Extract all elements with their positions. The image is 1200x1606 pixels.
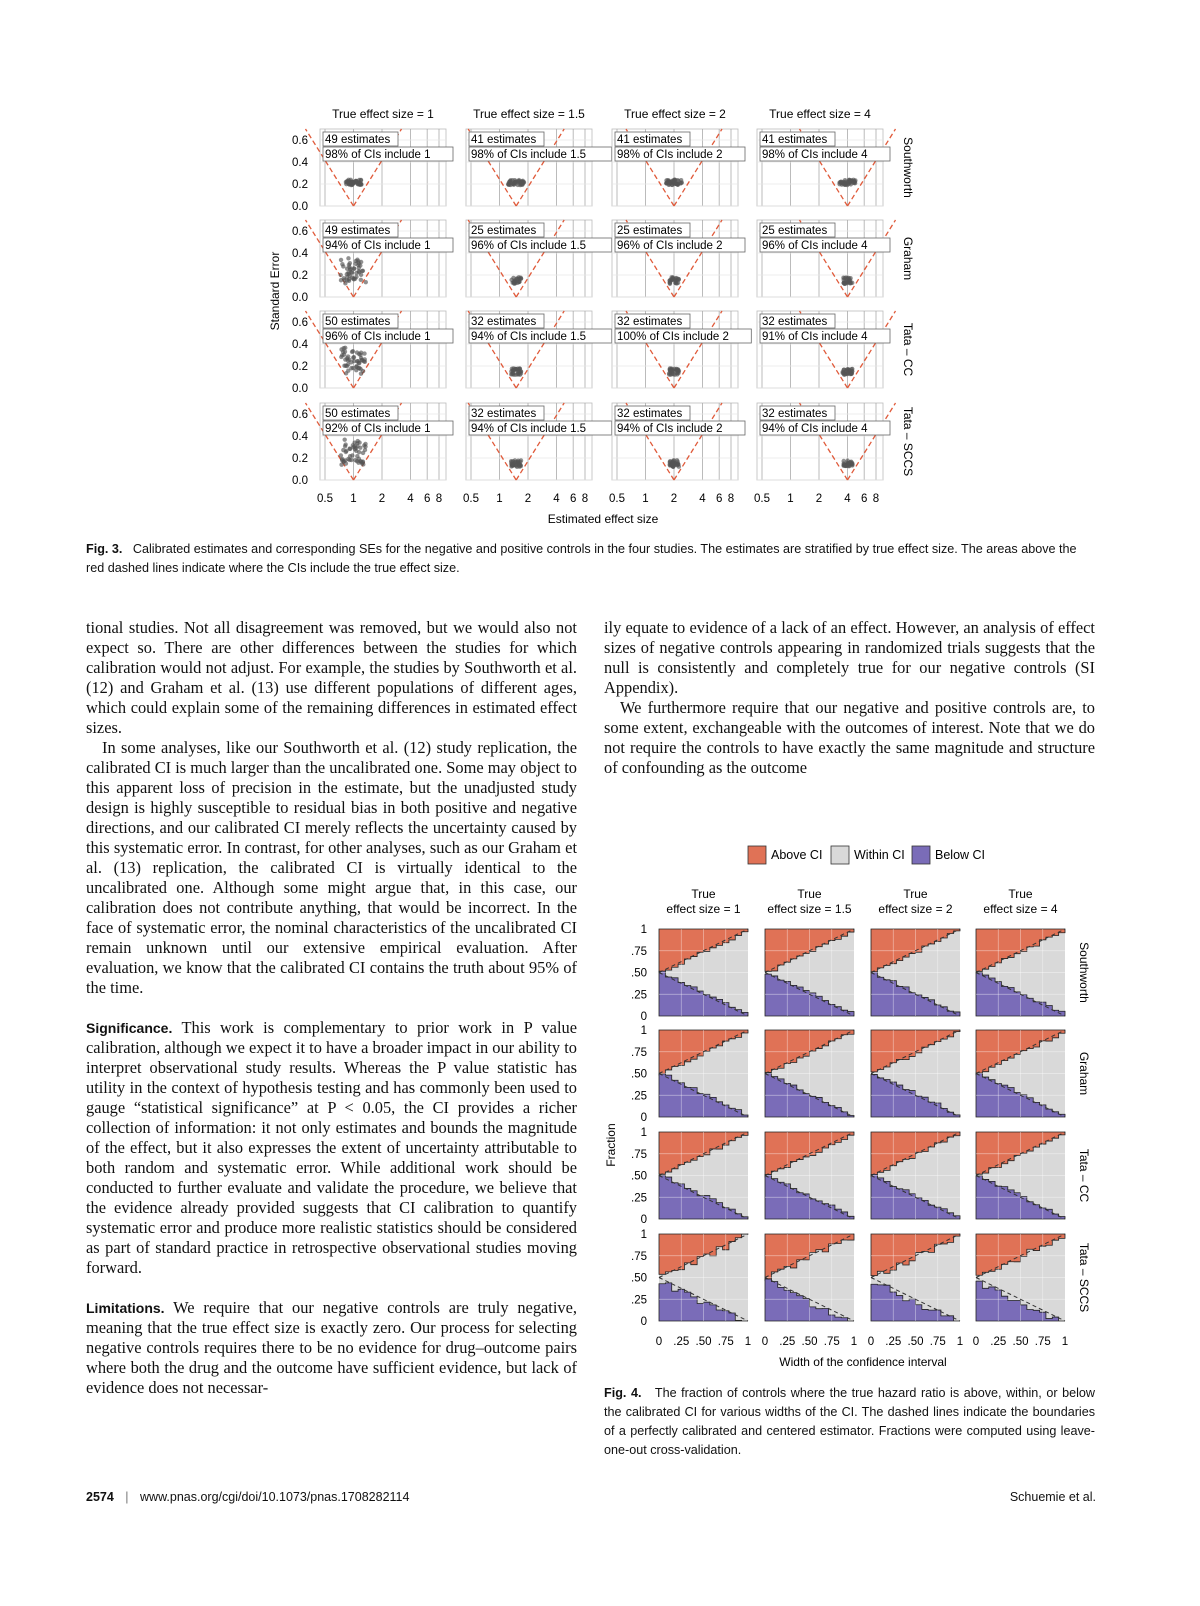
fig4-panel	[871, 1234, 960, 1321]
fig4-x-tick-label: .75	[929, 1336, 946, 1348]
fig3-x-tick-label: 4	[699, 493, 706, 505]
fig3-estimate-point	[842, 276, 846, 280]
fig3-estimate-point	[675, 182, 679, 186]
fig4-panel	[659, 929, 748, 1016]
fig3-y-tick-label: 0.4	[292, 248, 308, 260]
fig4-panel	[871, 1132, 960, 1219]
fig3-y-axis-label: Standard Error	[268, 251, 282, 331]
fig4-x-axis-label: Width of the confidence interval	[779, 1355, 947, 1369]
fig4-x-tick-label: 1	[956, 1336, 964, 1348]
fig4-panel	[976, 1132, 1065, 1219]
fig4-x-tick-label: .75	[717, 1336, 734, 1348]
fig3-estimate-point	[512, 278, 516, 282]
fig3-estimate-count: 25 estimates	[617, 225, 683, 237]
fig3-estimate-point	[357, 440, 361, 444]
fig4-panel	[976, 1234, 1065, 1321]
left-column	[86, 618, 577, 1398]
fig3-estimate-point	[348, 447, 352, 451]
figure-4-chart	[590, 835, 1110, 1380]
fig4-y-tick-label: 0	[640, 1112, 647, 1124]
fig4-panel	[765, 929, 854, 1016]
fig3-x-tick-label: 1	[496, 493, 503, 505]
fig3-estimate-point	[347, 458, 351, 462]
fig3-estimate-count: 32 estimates	[762, 408, 828, 420]
right-column	[604, 618, 1095, 778]
fig3-estimate-point	[507, 182, 511, 186]
fig3-y-tick-label: 0.0	[292, 292, 308, 304]
fig3-estimate-point	[339, 278, 343, 282]
significance-heading: Significance.	[86, 1020, 173, 1036]
fig3-y-tick-label: 0.4	[292, 431, 308, 443]
fig4-y-tick-label: .75	[631, 1148, 647, 1161]
fig4-x-tick-label: .25	[990, 1336, 1007, 1348]
fig3-x-tick-label: 0.5	[317, 493, 333, 505]
fig4-column-title: True	[691, 887, 716, 901]
fig3-estimate-count: 32 estimates	[471, 408, 537, 420]
fig4-column-title: effect size = 1.5	[767, 902, 852, 916]
figure-4-caption	[604, 1384, 1095, 1460]
figure-3-caption-text: Calibrated estimates and corresponding SEs for the negative and positive controls in the four studies. The estimates are stratified by true effect size. The areas above the red dashed lines indicate where the CIs include the true effect size.	[86, 542, 1077, 575]
fig3-estimate-count: 32 estimates	[617, 408, 683, 420]
fig3-ci-coverage: 94% of CIs include 2	[617, 423, 723, 435]
fig4-column-title: effect size = 2	[878, 902, 953, 916]
fig3-estimate-point	[673, 280, 677, 284]
fig3-y-tick-label: 0.4	[292, 157, 308, 169]
fig3-ci-coverage: 94% of CIs include 1.5	[471, 423, 587, 435]
fig4-y-tick-label: .50	[631, 967, 647, 980]
right-paragraph-1: ily equate to evidence of a lack of an effect. However, an analysis of effect sizes of negative controls appearing in randomized trials suggests that the null is consistently and completely true for our negative controls (SI Appendix).	[604, 618, 1095, 697]
fig4-y-tick-label: 1	[640, 924, 647, 936]
fig4-y-tick-label: .25	[631, 989, 647, 1002]
left-paragraph-1: tional studies. Not all disagreement was removed, but we would also not expect so. There are other differences between the studies for which calibration would not adjust. For example, the studies by Southworth et al. (12) and Graham et al. (13) use different populations of different ages, which could explain some of the remaining differences in estimated effect sizes.	[86, 618, 577, 737]
fig3-estimate-point	[359, 278, 363, 282]
fig3-x-tick-label: 0.5	[609, 493, 625, 505]
fig3-x-tick-label: 8	[872, 493, 880, 505]
fig4-x-tick-label: .25	[673, 1336, 690, 1348]
fig4-x-tick-label: 1	[850, 1336, 858, 1348]
fig3-estimate-point	[340, 353, 344, 357]
fig3-estimate-point	[668, 282, 672, 286]
fig3-x-tick-label: 0.5	[463, 493, 479, 505]
fig3-estimate-point	[342, 437, 346, 441]
fig3-estimate-count: 32 estimates	[762, 316, 828, 328]
fig3-estimate-point	[513, 178, 517, 182]
fig3-estimate-point	[517, 464, 521, 468]
fig3-estimate-point	[341, 346, 345, 350]
fig4-row-label: Tata – SCCS	[1077, 1242, 1091, 1313]
fig4-row-label: Graham	[1077, 1051, 1091, 1096]
footer-authors: Schuemie et al.	[1009, 1490, 1096, 1504]
fig3-panel	[306, 220, 454, 297]
fig3-estimate-point	[670, 368, 674, 372]
fig3-ci-coverage: 96% of CIs include 2	[617, 240, 723, 252]
fig3-estimate-point	[347, 265, 351, 269]
fig3-estimate-point	[519, 276, 523, 280]
fig4-panel	[659, 1132, 748, 1219]
fig3-estimate-point	[339, 462, 343, 466]
fig3-x-tick-label: 4	[553, 493, 560, 505]
fig3-estimate-point	[350, 453, 354, 457]
fig3-estimate-point	[849, 281, 853, 285]
figure-3-chart	[0, 0, 1200, 540]
fig3-y-tick-label: 0.2	[292, 361, 308, 373]
fig4-y-tick-label: .75	[631, 1046, 647, 1059]
fig4-legend-swatch	[748, 846, 766, 864]
fig4-column-title: True	[1008, 887, 1033, 901]
fig3-estimate-point	[342, 364, 346, 368]
fig4-y-tick-label: 0	[640, 1316, 647, 1328]
page-footer	[86, 1490, 1096, 1504]
figure-3-caption-label: Fig. 3.	[86, 542, 123, 556]
fig4-y-tick-label: .50	[631, 1068, 647, 1081]
fig4-column-title: effect size = 4	[983, 902, 1058, 916]
fig3-x-tick-label: 8	[581, 493, 589, 505]
fig4-x-tick-label: .25	[885, 1336, 902, 1348]
fig3-estimate-point	[352, 355, 356, 359]
fig3-y-tick-label: 0.2	[292, 179, 308, 191]
fig3-estimate-point	[357, 180, 361, 184]
fig4-panel	[765, 1030, 854, 1117]
fig4-panel	[659, 1030, 748, 1117]
left-paragraph-2: In some analyses, like our Southworth et al. (12) study replication, the calibrated CI is much larger than the uncalibrated one. Some may object to this apparent loss of precision in the estimate, but the unadjusted study design is highly susceptible to residual bias in both positive and negative directions, and our calibrated CI merely reflects the uncertainty caused by this systematic error. In contrast, for other analyses, such as our Graham et al. (13) replication, the calibrated CI is virtually identical to the uncalibrated one. Although some might argue that, in this case, our calibration does not contribute anything, that would be incorrect. In the face of systematic error, the nominal characteristics of the uncalibrated CI remain unknown until our extensive empirical evaluation. After evaluation, we know that the calibrated CI contains the truth about 95% of the time.	[86, 738, 577, 997]
fig4-panel	[659, 1234, 748, 1321]
limitations-paragraph	[86, 1298, 577, 1398]
fig3-estimate-count: 32 estimates	[471, 316, 537, 328]
fig3-estimate-count: 32 estimates	[617, 316, 683, 328]
fig3-column-title: True effect size = 4	[769, 107, 871, 121]
fig3-estimate-point	[837, 182, 841, 186]
fig4-column-title: True	[797, 887, 822, 901]
fig4-y-tick-label: .50	[631, 1272, 647, 1285]
fig4-legend-swatch	[912, 846, 930, 864]
fig4-panel	[976, 1030, 1065, 1117]
fig4-x-tick-label: 0	[655, 1336, 663, 1348]
fig3-ci-coverage: 96% of CIs include 1.5	[471, 240, 587, 252]
fig3-estimate-point	[344, 371, 348, 375]
fig4-x-tick-label: .25	[779, 1336, 796, 1348]
fig3-estimate-count: 41 estimates	[617, 134, 683, 146]
page-number: 2574	[86, 1490, 114, 1504]
fig3-estimate-point	[350, 180, 354, 184]
fig3-y-tick-label: 0.2	[292, 453, 308, 465]
fig3-x-tick-label: 6	[860, 493, 868, 505]
fig4-row-label: Southworth	[1077, 942, 1091, 1003]
fig4-legend-label: Below CI	[935, 848, 986, 862]
fig4-panel	[765, 1132, 854, 1219]
fig3-estimate-point	[352, 359, 356, 363]
fig3-estimate-point	[351, 276, 355, 280]
fig3-y-tick-label: 0.4	[292, 339, 308, 351]
fig3-y-tick-label: 0.6	[292, 317, 308, 329]
fig3-ci-coverage: 94% of CIs include 1.5	[471, 331, 587, 343]
fig3-estimate-point	[852, 180, 856, 184]
fig3-y-tick-label: 0.6	[292, 226, 308, 238]
fig3-panel	[757, 220, 896, 297]
fig3-estimate-count: 50 estimates	[325, 316, 391, 328]
fig3-estimate-count: 49 estimates	[325, 134, 391, 146]
fig3-row-label: Southworth	[901, 137, 915, 198]
fig4-y-tick-label: .50	[631, 1170, 647, 1183]
fig3-x-tick-label: 1	[350, 493, 357, 505]
fig3-panel	[306, 311, 454, 388]
fig3-estimate-point	[352, 440, 356, 444]
fig3-estimate-point	[357, 352, 361, 356]
fig3-panel	[306, 403, 454, 480]
fig4-y-tick-label: .25	[631, 1192, 647, 1205]
fig4-x-tick-label: 0	[972, 1336, 980, 1348]
fig3-ci-coverage: 98% of CIs include 4	[762, 149, 868, 161]
fig3-estimate-point	[850, 369, 854, 373]
fig3-estimate-count: 50 estimates	[325, 408, 391, 420]
fig3-ci-coverage: 98% of CIs include 1.5	[471, 149, 587, 161]
fig4-column-title: effect size = 1	[666, 902, 741, 916]
fig3-estimate-point	[343, 281, 347, 285]
fig3-estimate-point	[842, 182, 846, 186]
fig3-ci-coverage: 94% of CIs include 4	[762, 423, 868, 435]
fig3-panel	[612, 129, 745, 206]
fig3-estimate-point	[516, 370, 520, 374]
fig3-estimate-point	[519, 179, 523, 183]
fig4-panel	[871, 1030, 960, 1117]
fig3-ci-coverage: 91% of CIs include 4	[762, 331, 868, 343]
fig4-y-tick-label: 1	[640, 1025, 647, 1037]
fig3-panel	[757, 311, 896, 388]
fig3-x-tick-label: 8	[435, 493, 443, 505]
fig3-y-tick-label: 0.0	[292, 201, 308, 213]
fig3-x-tick-label: 1	[787, 493, 794, 505]
fig3-x-tick-label: 2	[670, 493, 678, 505]
fig4-y-tick-label: 0	[640, 1011, 647, 1023]
fig3-ci-coverage: 92% of CIs include 1	[325, 423, 431, 435]
fig4-column-title: True	[903, 887, 928, 901]
fig3-x-tick-label: 1	[642, 493, 649, 505]
fig3-estimate-point	[361, 451, 365, 455]
fig3-row-label: Tata – SCCS	[901, 406, 915, 477]
fig4-row-label: Tata – CC	[1077, 1148, 1091, 1203]
fig3-row-label: Graham	[901, 236, 915, 281]
fig4-y-tick-label: .75	[631, 1250, 647, 1263]
fig3-estimate-point	[353, 458, 357, 462]
figure-3-caption	[86, 540, 1096, 578]
fig3-estimate-point	[351, 349, 355, 353]
fig4-y-tick-label: 1	[640, 1127, 647, 1139]
fig3-ci-coverage: 98% of CIs include 2	[617, 149, 723, 161]
fig3-panel	[306, 129, 454, 206]
fig3-estimate-point	[844, 281, 848, 285]
footer-separator: |	[125, 1490, 129, 1504]
fig4-legend-swatch	[831, 846, 849, 864]
fig3-ci-coverage: 94% of CIs include 1	[325, 240, 431, 252]
fig4-x-tick-label: .75	[1034, 1336, 1051, 1348]
fig3-ci-coverage: 96% of CIs include 4	[762, 240, 868, 252]
fig3-estimate-point	[361, 459, 365, 463]
fig3-estimate-point	[339, 258, 343, 262]
fig4-legend-label: Within CI	[854, 848, 905, 862]
fig4-panel	[765, 1234, 854, 1321]
fig3-estimate-point	[509, 369, 513, 373]
fig3-estimate-point	[509, 462, 513, 466]
fig3-column-title: True effect size = 1.5	[473, 107, 585, 121]
fig4-y-tick-label: .25	[631, 1294, 647, 1307]
fig3-column-title: True effect size = 1	[332, 107, 434, 121]
fig3-ci-coverage: 96% of CIs include 1	[325, 331, 431, 343]
fig3-estimate-point	[360, 358, 364, 362]
fig3-estimate-point	[842, 463, 846, 467]
fig3-x-tick-label: 6	[715, 493, 723, 505]
fig3-estimate-point	[344, 180, 348, 184]
fig3-estimate-point	[843, 371, 847, 375]
fig3-panel	[466, 311, 612, 388]
fig3-estimate-point	[669, 275, 673, 279]
fig4-y-tick-label: 1	[640, 1229, 647, 1241]
fig3-x-tick-label: 0.5	[754, 493, 770, 505]
fig3-x-tick-label: 4	[407, 493, 414, 505]
fig3-estimate-point	[361, 369, 365, 373]
fig3-estimate-point	[346, 256, 350, 260]
fig3-y-tick-label: 0.0	[292, 475, 308, 487]
fig3-estimate-count: 49 estimates	[325, 225, 391, 237]
fig3-estimate-count: 41 estimates	[762, 134, 828, 146]
fig3-x-tick-label: 2	[378, 493, 386, 505]
fig3-x-tick-label: 8	[727, 493, 735, 505]
fig3-estimate-point	[341, 448, 345, 452]
fig3-estimate-point	[347, 279, 351, 283]
fig3-estimate-point	[355, 454, 359, 458]
fig3-estimate-point	[353, 262, 357, 266]
fig4-x-tick-label: 0	[761, 1336, 769, 1348]
limitations-text: We require that our negative controls are truly negative, meaning that the true effect size is exactly zero. Our process for selecting negative controls requires there to be no evidence for drug–outcome pairs where both the drug and the outcome have sufficient evidence, but lack of evidence does not necessar-	[86, 1298, 577, 1397]
fig3-estimate-count: 41 estimates	[471, 134, 537, 146]
fig3-y-tick-label: 0.0	[292, 383, 308, 395]
figure-4-caption-text: The fraction of controls where the true hazard ratio is above, within, or below the calibrated CI for various widths of the CI. The dashed lines indicate the boundaries of a perfectly calibrated and centered estimator. Fractions were computed using leave-one-out cross-validation.	[604, 1386, 1095, 1457]
figure-4-caption-label: Fig. 4.	[604, 1386, 642, 1400]
fig4-y-tick-label: 0	[640, 1214, 647, 1226]
fig4-x-tick-label: 0	[867, 1336, 875, 1348]
fig3-panel	[612, 403, 745, 480]
fig3-estimate-point	[357, 269, 361, 273]
fig4-legend-label: Above CI	[771, 848, 823, 862]
fig3-panel	[757, 129, 896, 206]
fig3-estimate-point	[667, 182, 671, 186]
fig3-y-tick-label: 0.6	[292, 135, 308, 147]
fig3-estimate-count: 25 estimates	[762, 225, 828, 237]
fig3-estimate-point	[338, 273, 342, 277]
fig4-x-tick-label: 1	[744, 1336, 752, 1348]
significance-text: This work is complementary to prior work in P value calibration, although we expect it to have a broader impact in our ability to interpret observational study results. Whereas the P value statistic has utility in the context of hypothesis testing and has commonly been used to gauge “statistical significance” at P < 0.05, the CI provides a richer collection of information: it not only estimates and bounds the magnitude of the effect, but it also expresses the extent of uncertainty attributable to both random and systematic error. While additional work should be conducted to further evaluate and validate the procedure, we believe that the evidence already provided suggests that CI calibration to quantify systematic error and produce more realistic statistics should be considered as part of standard practice in retrospective observational studies moving forward.	[86, 1018, 577, 1277]
fig3-row-label: Tata – CC	[901, 322, 915, 377]
fig3-x-tick-label: 2	[815, 493, 823, 505]
fig3-estimate-point	[343, 442, 347, 446]
fig3-panel	[466, 403, 612, 480]
fig3-panel	[612, 220, 745, 297]
fig4-x-tick-label: .75	[823, 1336, 840, 1348]
fig3-ci-coverage: 98% of CIs include 1	[325, 149, 431, 161]
fig3-estimate-point	[672, 461, 676, 465]
fig3-column-title: True effect size = 2	[624, 107, 726, 121]
fig4-x-tick-label: 1	[1061, 1336, 1069, 1348]
fig3-x-tick-label: 6	[423, 493, 431, 505]
fig3-estimate-point	[362, 351, 366, 355]
fig3-estimate-point	[354, 449, 358, 453]
fig3-x-axis-label: Estimated effect size	[547, 512, 659, 526]
fig4-y-tick-label: .75	[631, 945, 647, 958]
fig4-y-tick-label: .25	[631, 1090, 647, 1103]
limitations-heading: Limitations.	[86, 1300, 165, 1316]
fig3-panel	[466, 129, 612, 206]
fig3-estimate-point	[362, 443, 366, 447]
fig3-panel	[757, 403, 896, 480]
right-paragraph-2: We furthermore require that our negative and positive controls are, to some extent, exchangeable with the outcomes of interest. Note that we do not require the controls to have exactly the same magnitude and structure of confounding as the outcome	[604, 698, 1095, 777]
fig3-x-tick-label: 2	[524, 493, 532, 505]
fig4-x-tick-label: .50	[695, 1336, 712, 1348]
fig4-x-tick-label: .50	[801, 1336, 818, 1348]
fig4-x-tick-label: .50	[1012, 1336, 1029, 1348]
fig3-y-tick-label: 0.2	[292, 270, 308, 282]
fig3-estimate-point	[668, 459, 672, 463]
fig4-y-axis-label: Fraction	[604, 1123, 618, 1167]
fig3-estimate-point	[349, 366, 353, 370]
fig3-estimate-point	[364, 280, 368, 284]
fig3-panel	[466, 220, 612, 297]
fig3-y-tick-label: 0.6	[292, 409, 308, 421]
fig3-x-tick-label: 4	[844, 493, 851, 505]
fig3-estimate-point	[356, 366, 360, 370]
fig3-panel	[612, 311, 751, 388]
fig3-x-tick-label: 6	[569, 493, 577, 505]
fig3-ci-coverage: 100% of CIs include 2	[617, 331, 729, 343]
fig3-estimate-point	[670, 178, 674, 182]
fig4-panel	[871, 929, 960, 1016]
fig4-panel	[976, 929, 1065, 1016]
fig3-estimate-point	[340, 262, 344, 266]
footer-doi-link[interactable]: www.pnas.org/cgi/doi/10.1073/pnas.1708282114	[140, 1490, 410, 1504]
fig3-estimate-point	[346, 358, 350, 362]
fig4-x-tick-label: .50	[907, 1336, 924, 1348]
significance-paragraph	[86, 1018, 577, 1278]
fig3-estimate-point	[340, 457, 344, 461]
fig3-estimate-point	[675, 367, 679, 371]
fig3-estimate-count: 25 estimates	[471, 225, 537, 237]
